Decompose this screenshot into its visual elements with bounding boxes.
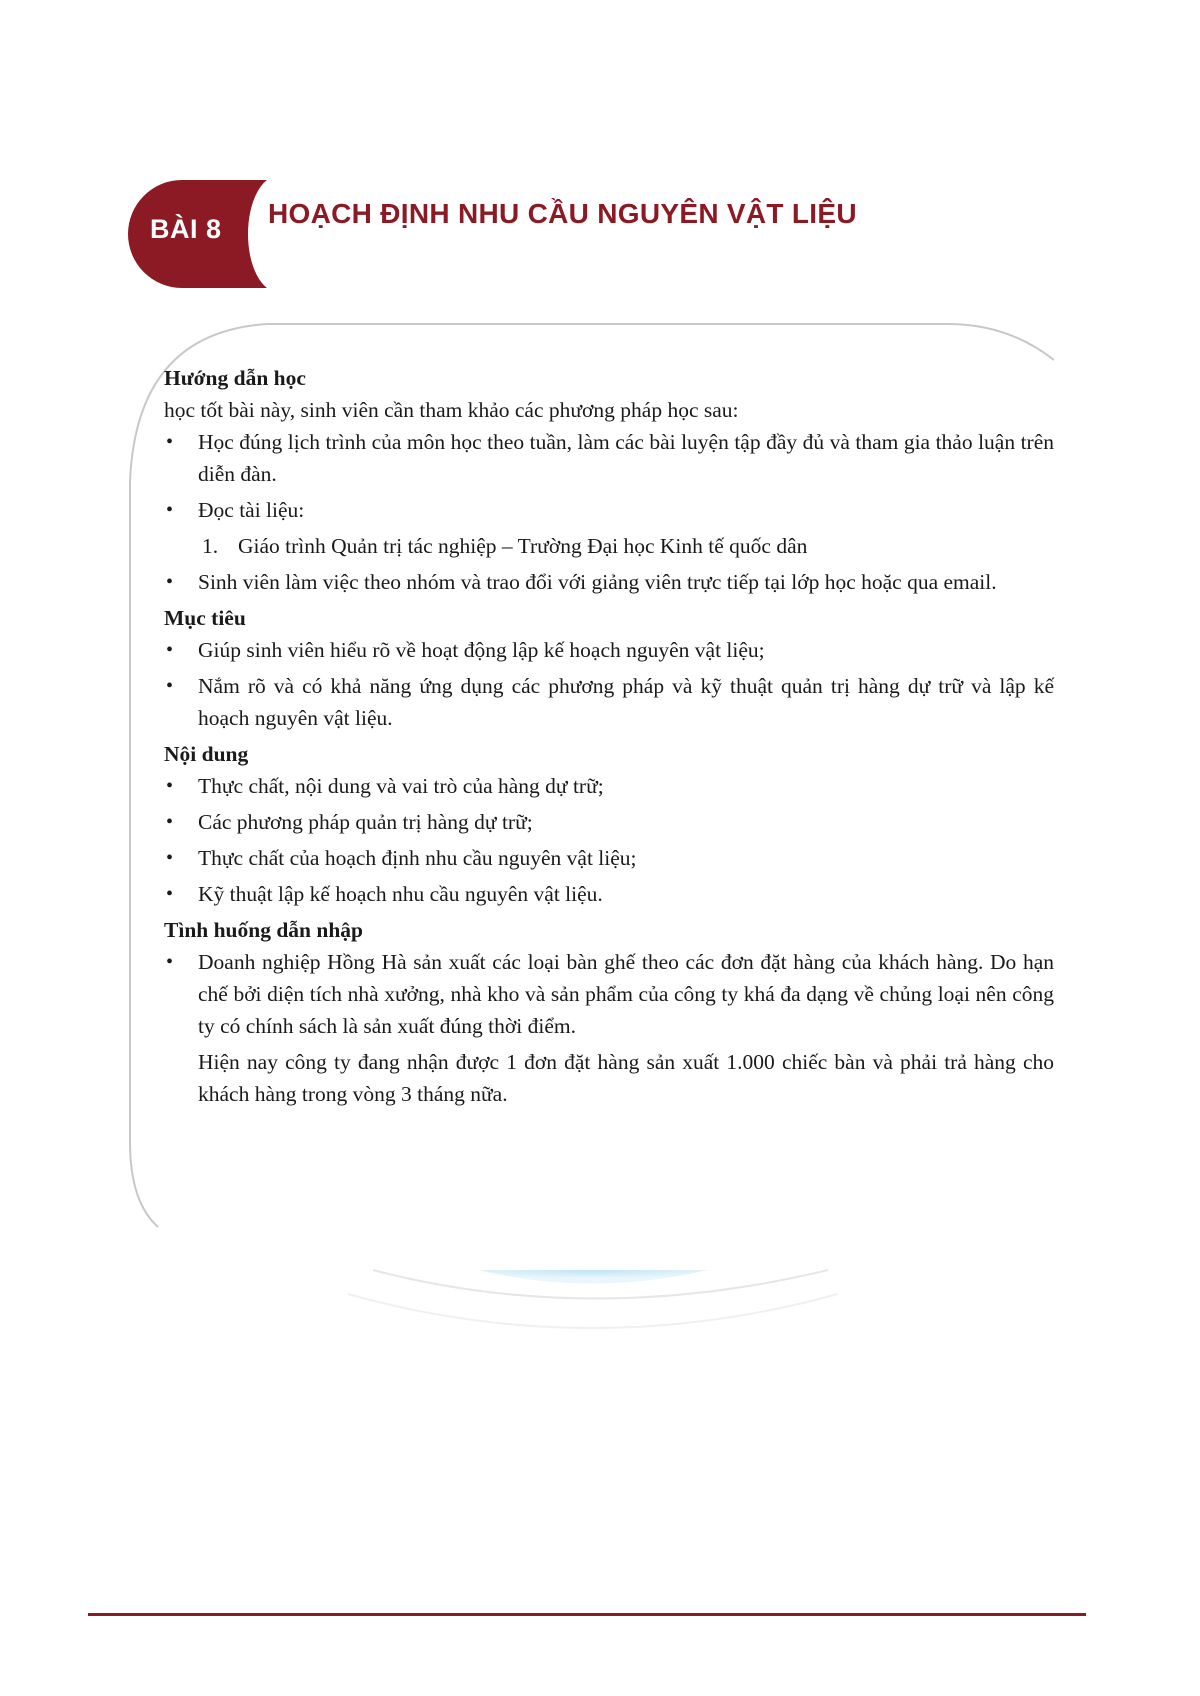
objectives-list <box>164 634 1054 734</box>
case-list <box>164 946 1054 1042</box>
guide-heading: Hướng dẫn học <box>164 366 306 390</box>
list-item: • Kỹ thuật lập kế hoạch nhu cầu nguyên vật liệu. <box>164 878 1054 910</box>
list-item: • Các phương pháp quản trị hàng dự trữ; <box>164 806 1054 838</box>
list-item: • Sinh viên làm việc theo nhóm và trao đổi với giảng viên trực tiếp tại lớp học hoặc qua email. <box>164 566 1054 598</box>
reading-number: 1. <box>202 534 219 558</box>
guide-intro: học tốt bài này, sinh viên cần tham khảo các phương pháp học sau: <box>164 398 739 422</box>
guide-list-continued <box>164 566 1054 598</box>
contents-list <box>164 770 1054 910</box>
contents-heading: Nội dung <box>164 742 249 766</box>
list-item: • Thực chất, nội dung và vai trò của hàng dự trữ; <box>164 770 1054 802</box>
lesson-content <box>164 362 1054 1110</box>
list-item: • Giúp sinh viên hiểu rõ về hoạt động lập kế hoạch nguyên vật liệu; <box>164 634 1054 666</box>
case-heading: Tình huống dẫn nhập <box>164 918 364 942</box>
guide-list <box>164 426 1054 526</box>
list-item: • Học đúng lịch trình của môn học theo tuần, làm các bài luyện tập đầy đủ và tham gia thảo luận trên diễn đàn. <box>164 426 1054 490</box>
list-item: • Đọc tài liệu: <box>164 494 1054 526</box>
footer-rule <box>88 1613 1086 1616</box>
list-item: • Nắm rõ và có khả năng ứng dụng các phương pháp và kỹ thuật quản trị hàng dự trữ và lập kế hoạch nguyên vật liệu. <box>164 670 1054 734</box>
reading-item <box>164 530 1054 562</box>
lesson-title: HOẠCH ĐỊNH NHU CẦU NGUYÊN VẬT LIỆU <box>268 198 857 229</box>
badge-notch <box>248 176 308 292</box>
reading-title: Giáo trình Quản trị tác nghiệp – Trường Đại học Kinh tế quốc dân <box>238 534 808 558</box>
lesson-badge-label: BÀI 8 <box>150 214 222 244</box>
list-item: • Doanh nghiệp Hồng Hà sản xuất các loại bàn ghế theo các đơn đặt hàng của khách hàng. Do hạn chế bởi diện tích nhà xưởng, nhà kho và sản phẩm của công ty khá đa dạng về chủng loại nên công ty có chính sách là sản xuất đúng thời điểm. <box>164 946 1054 1042</box>
case-followup: Hiện nay công ty đang nhận được 1 đơn đặt hàng sản xuất 1.000 chiếc bàn và phải trả hàng cho khách hàng trong vòng 3 tháng nữa. <box>198 1050 1054 1106</box>
list-item: • Thực chất của hoạch định nhu cầu nguyên vật liệu; <box>164 842 1054 874</box>
objectives-heading: Mục tiêu <box>164 606 246 630</box>
